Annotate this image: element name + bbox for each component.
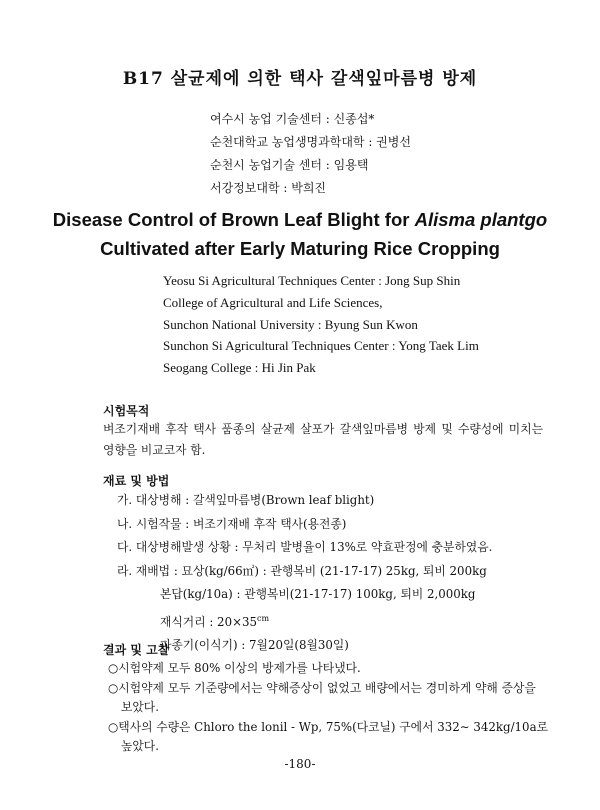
results-item: ○시험약제 모두 80% 이상의 방제가를 나타냈다. (108, 661, 361, 675)
korean-title: B17 살균제에 의한 택사 갈색잎마름병 방제 (122, 69, 478, 89)
spacing-unit: cm (256, 613, 270, 623)
methods-item: 다. 대상병해발생 상황 : 무처리 발병율이 13%로 약효판정에 충분하였음. (117, 540, 493, 554)
english-title-line-1 (0, 205, 600, 234)
methods-item: 나. 시험작물 : 벼조기재배 후작 택사(용전종) (117, 516, 347, 531)
page-number: -180- (284, 757, 316, 771)
english-title (0, 205, 600, 263)
english-author-line: Yeosu Si Agricultural Techniques Center : Jong Sup Shin (163, 273, 461, 288)
korean-author-line: 서강정보대학 : 박희진 (210, 181, 327, 195)
results-item: ○시험약제 모두 기준량에서는 약해증상이 없었고 배량에서는 경미하게 약해 증상을 보았다. (108, 681, 536, 714)
korean-author-line: 순천시 농업기술 센터 : 임용택 (210, 158, 369, 172)
methods-item-spacing (117, 607, 492, 634)
korean-author-line: 순천대학교 농업생명과학대학 : 권병선 (210, 135, 411, 149)
results-item: ○택사의 수량은 Chloro the lonil - Wp, 75%(다코닐) 구에서 332∼ 342kg/10a로 높았다. (108, 720, 548, 753)
english-authors (163, 270, 479, 379)
section-heading-purpose: 시험목적 (103, 404, 150, 418)
english-author-line: Sunchon Si Agricultural Techniques Center : Yong Taek Lim (163, 338, 479, 354)
english-title-species: Alisma plantgo (414, 209, 548, 230)
methods-item: 라. 재배법 : 묘상(kg/66㎡) : 관행복비 (21-17-17) 25kg, 퇴비 200kg (117, 563, 487, 578)
methods-item: 가. 대상병해 : 갈색잎마름병(Brown leaf blight) (117, 493, 375, 507)
english-author-line: Seogang College : Hi Jin Pak (163, 360, 316, 376)
korean-author-line: 여수시 농업 기술센터 : 신종섭* (210, 112, 375, 126)
spacing-text: 재식거리 : 20×35 (160, 614, 257, 629)
korean-authors (210, 108, 411, 200)
methods-item: 본답(kg/10a) : 관행복비(21-17-17) 100kg, 퇴비 2,000kg (160, 587, 476, 601)
english-author-line: Sunchon National University : Byung Sun Kwon (163, 316, 418, 332)
methods-list (117, 489, 492, 657)
english-title-line-2: Cultivated after Early Maturing Rice Cropping (100, 238, 500, 259)
results-list (108, 659, 548, 757)
section-text-purpose: 벼조기재배 후작 택사 품종의 살균제 살포가 갈색잎마름병 방제 및 수량성에 미치는 영향을 비교코자 함. (103, 422, 543, 457)
section-heading-methods: 재료 및 방법 (103, 474, 170, 488)
methods-item: 파종기(이식기) : 7월20일(8월30일) (160, 637, 349, 652)
english-title-prefix: Disease Control of Brown Leaf Blight for (52, 209, 415, 230)
english-author-line: College of Agricultural and Life Sciences, (163, 294, 383, 310)
section-heading-results: 결과 및 고찰 (103, 643, 170, 657)
